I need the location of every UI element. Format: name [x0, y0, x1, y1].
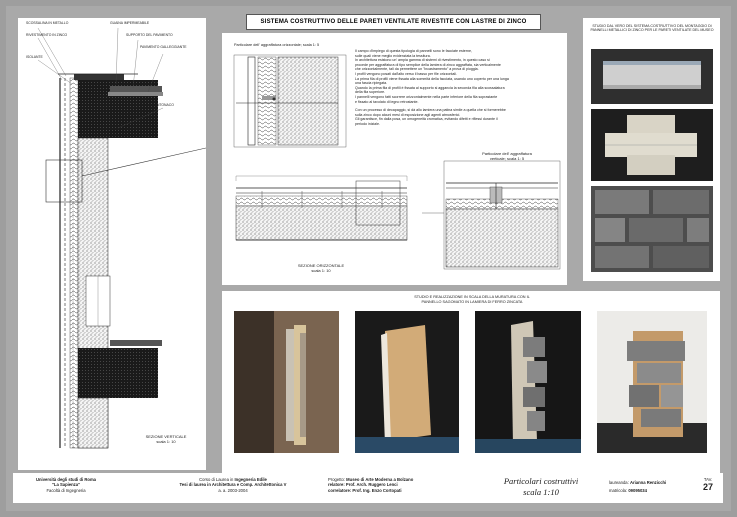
label-rivestimento: RIVESTIMENTO IN ZINCO: [26, 33, 68, 37]
horizontal-section-caption: SEZIONE ORIZZONTALE scala 1: 10: [297, 263, 345, 273]
model-photo-2: [355, 311, 459, 453]
vertical-detail-caption: Particolare dell' aggraffatura verticale; scala 1: 5: [482, 151, 532, 161]
study-caption: STUDIO DAL VERO DEL SISTEMA COSTRUTTIVO DEL MONTAGGIO DI PANNELLI METALLICI DI ZINCO PER LE PARETI VENTILATE DEL MUSEO: [590, 24, 714, 33]
course-block: Corso di Laurea in Ingegneria Edile Tesi di laurea in Architettura e Comp. Architettonica V a. a. 2003-2004: [179, 477, 287, 493]
model-photo-3: [475, 311, 581, 453]
study-photo-2: [591, 109, 713, 181]
construction-description: Il campo d'impiego di questa tipologia di pannelli sono le facciate esterne, sulle quali viene meglio evidenziata la tessitura. In architettura esistono un' ampia gamma di sistemi di rivestimento, in questo caso si procede per aggraffatura di tipo semplice della lamiera di zinco aggraffata, sia verticalmente che orizzontalmente, tali da permettere un "incastramento" a prova di pioggia. I profili vengono posati dall'alto verso il basso per file orizzontali. La prima fila di profili viene fissata alla sommità della facciata, usando uno coperto per una lunga una fascia ripiegata. Quando la prima fila di profili è fissata al supporto si aggancia la seconda fila alla scossalatura della fila superiore. I pannelli vengono fatti scorrere orizzontalmente nella parte inferiore della fila soprastante e fissato al tavolato di legno retrostante. Con un processo di decapaggio, si dà allo lamiera una patina simile a quella che si formerebbe sulla zinco dopo alcuni mesi di esposizione agli agenti atmosferici. Gli garantisce, fin dalla posa, un omogeneità cromatica, evitando difetti e riflessi durante il periodo iniziale.: [355, 49, 509, 126]
university-block: Università degli studi di Roma "La Sapienza" Facoltà di Ingegneria: [35, 477, 97, 493]
sheet-title-block: Particolari costruttivi scala 1:10: [503, 476, 579, 497]
label-intonaco: INTONACO: [156, 103, 174, 107]
study-photo-1: [591, 49, 713, 104]
title-block: [13, 473, 723, 503]
vertical-section-caption: SEZIONE VERTICALE scala 1: 10: [145, 434, 187, 444]
model-panel: [222, 291, 720, 473]
model-caption: STUDIO E REALIZZAZIONE IN SCALA DELLA MURATURA CON IL PANNELLO SAGOMATO IN LAMIERA DI FERRO ZINCATA: [414, 295, 530, 304]
model-photo-4: [597, 311, 707, 453]
tav-block: TAV. 27: [702, 477, 713, 493]
vertical-section-drawing: [18, 18, 206, 470]
sheet-header-title: SISTEMA COSTRUTTIVO DELLE PARETI VENTILATE RIVESTITE CON LASTRE DI ZINCO: [246, 14, 541, 30]
study-photo-3: [591, 186, 713, 272]
study-panel: [583, 18, 720, 281]
drawing-sheet: [6, 6, 731, 511]
model-photo-1: [234, 311, 339, 453]
horizontal-detail-title: Particolare dell' aggraffatura orizzontale; scala 1: 5: [234, 43, 320, 47]
label-scossalina: SCOSSALINA IN METALLO: [26, 21, 69, 25]
details-panel: [222, 33, 567, 285]
vertical-section-panel: [18, 18, 206, 470]
label-supporto: SUPPORTO DEL PAVIMENTO: [126, 33, 173, 37]
project-block: Progetto: Museo di Arte Moderna a Bolzano relatore: Prof. Arch. Ruggero Lenci correlatore: Prof. Ing. Enzo Cortopati: [328, 477, 414, 493]
student-block: laureanda: Arianna Renzicchi matricola: 09095034: [609, 480, 667, 494]
label-guaina: GUAINA IMPERMEABILE: [110, 21, 150, 25]
label-pavimento: PAVIMENTO GALLEGGIANTE: [140, 45, 187, 49]
label-isolante: ISOLANTE: [26, 55, 43, 59]
